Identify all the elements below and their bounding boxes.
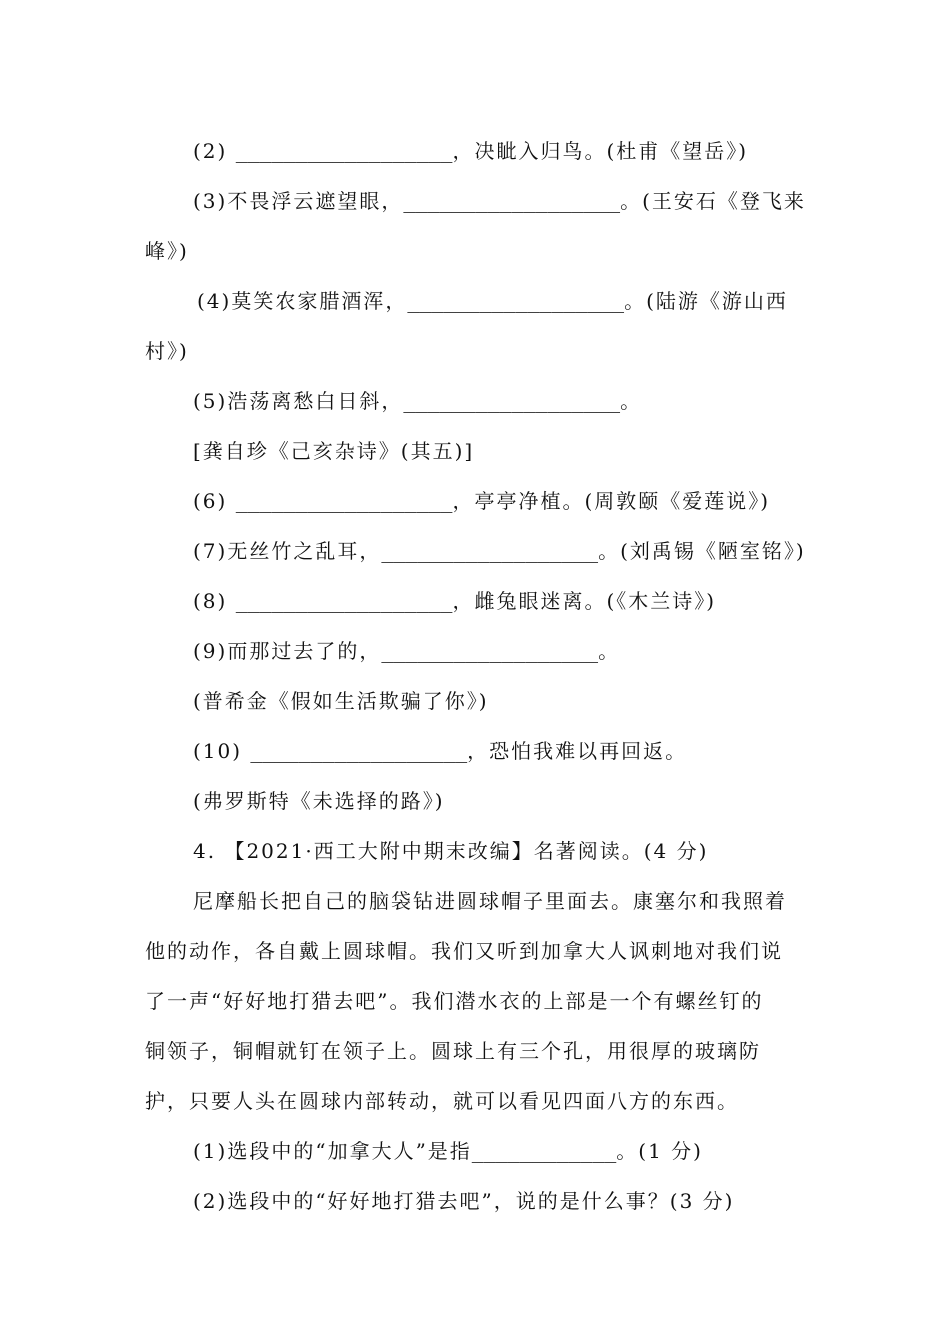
line-text: 无丝竹之乱耳， (227, 539, 382, 563)
line-text: 浩荡离愁白日斜， (227, 389, 404, 413)
item-number: (5) (193, 389, 228, 413)
poem-line-9-source: (普希金《假如生活欺骗了你》) (193, 689, 489, 713)
item-number: (10) (193, 739, 243, 763)
answer-blank[interactable]: __________________ (250, 739, 468, 763)
line-text: 莫笑农家腊酒浑， (231, 289, 408, 313)
sub-question-2: (2)选段中的“好好地打猎去吧”，说的是什么事？(3 分) (193, 1189, 735, 1213)
poem-line-4-cont: 村》) (145, 339, 189, 363)
sub-question-1 (193, 1137, 703, 1165)
item-number: (3) (193, 189, 228, 213)
line-text: ，雌兔眼迷离。(《木兰诗》) (452, 589, 717, 613)
poem-line-2 (193, 137, 748, 165)
line-text: ，亭亭净植。(周敦颐《爱莲说》) (452, 489, 771, 513)
poem-line-6 (193, 487, 770, 515)
line-text: 。 (620, 389, 643, 413)
line-text: 。(刘禹锡《陋室铭》) (598, 539, 806, 563)
item-number: (9) (193, 639, 228, 663)
item-number: (2) (193, 139, 228, 163)
item-number: (8) (193, 589, 228, 613)
poem-line-3-cont: 峰》) (145, 239, 189, 263)
line-text: 。 (598, 639, 621, 663)
answer-blank[interactable]: __________________ (235, 489, 453, 513)
question-4-heading: 4. 【2021·西工大附中期末改编】名著阅读。(4 分) (193, 839, 709, 863)
answer-blank[interactable]: __________________ (403, 389, 621, 413)
passage-line: 了一声“好好地打猎去吧”。我们潜水衣的上部是一个有螺丝钉的 (145, 989, 764, 1013)
passage-line: 护，只要人头在圆球内部转动，就可以看见四面八方的东西。 (145, 1089, 739, 1113)
poem-line-5-source: [龚自珍《己亥杂诗》(其五)] (193, 439, 475, 463)
passage-line: 尼摩船长把自己的脑袋钻进圆球帽子里面去。康塞尔和我照着 (193, 889, 787, 913)
poem-line-5 (193, 387, 642, 415)
item-number: (1) (193, 1139, 228, 1163)
poem-line-10 (193, 737, 687, 765)
answer-blank[interactable]: __________________ (235, 139, 453, 163)
line-text: ，恐怕我难以再回返。 (467, 739, 688, 763)
poem-line-10-source: (弗罗斯特《未选择的路》) (193, 789, 445, 813)
answer-blank[interactable]: __________________ (403, 189, 621, 213)
poem-line-4 (197, 287, 788, 315)
poem-line-9 (193, 637, 620, 665)
poem-line-8 (193, 587, 716, 615)
item-number: (4) (197, 289, 232, 313)
answer-blank[interactable]: __________________ (381, 539, 599, 563)
line-text: 。(1 分) (616, 1139, 703, 1163)
line-text: 选段中的“加拿大人”是指 (227, 1139, 472, 1163)
poem-line-3 (193, 187, 806, 215)
answer-blank[interactable]: ____________ (471, 1139, 617, 1163)
passage-line: 他的动作，各自戴上圆球帽。我们又听到加拿大人讽刺地对我们说 (145, 939, 783, 963)
answer-blank[interactable]: __________________ (235, 589, 453, 613)
answer-blank[interactable]: __________________ (407, 289, 625, 313)
answer-blank[interactable]: __________________ (381, 639, 599, 663)
line-text: 。(王安石《登飞来 (620, 189, 806, 213)
passage-line: 铜领子，铜帽就钉在领子上。圆球上有三个孔，用很厚的玻璃防 (145, 1039, 761, 1063)
line-text: 不畏浮云遮望眼， (227, 189, 404, 213)
poem-line-7 (193, 537, 806, 565)
line-text: ，决眦入归鸟。(杜甫《望岳》) (452, 139, 749, 163)
item-number: (7) (193, 539, 228, 563)
item-number: (6) (193, 489, 228, 513)
line-text: 而那过去了的， (227, 639, 382, 663)
line-text: 。(陆游《游山西 (624, 289, 788, 313)
